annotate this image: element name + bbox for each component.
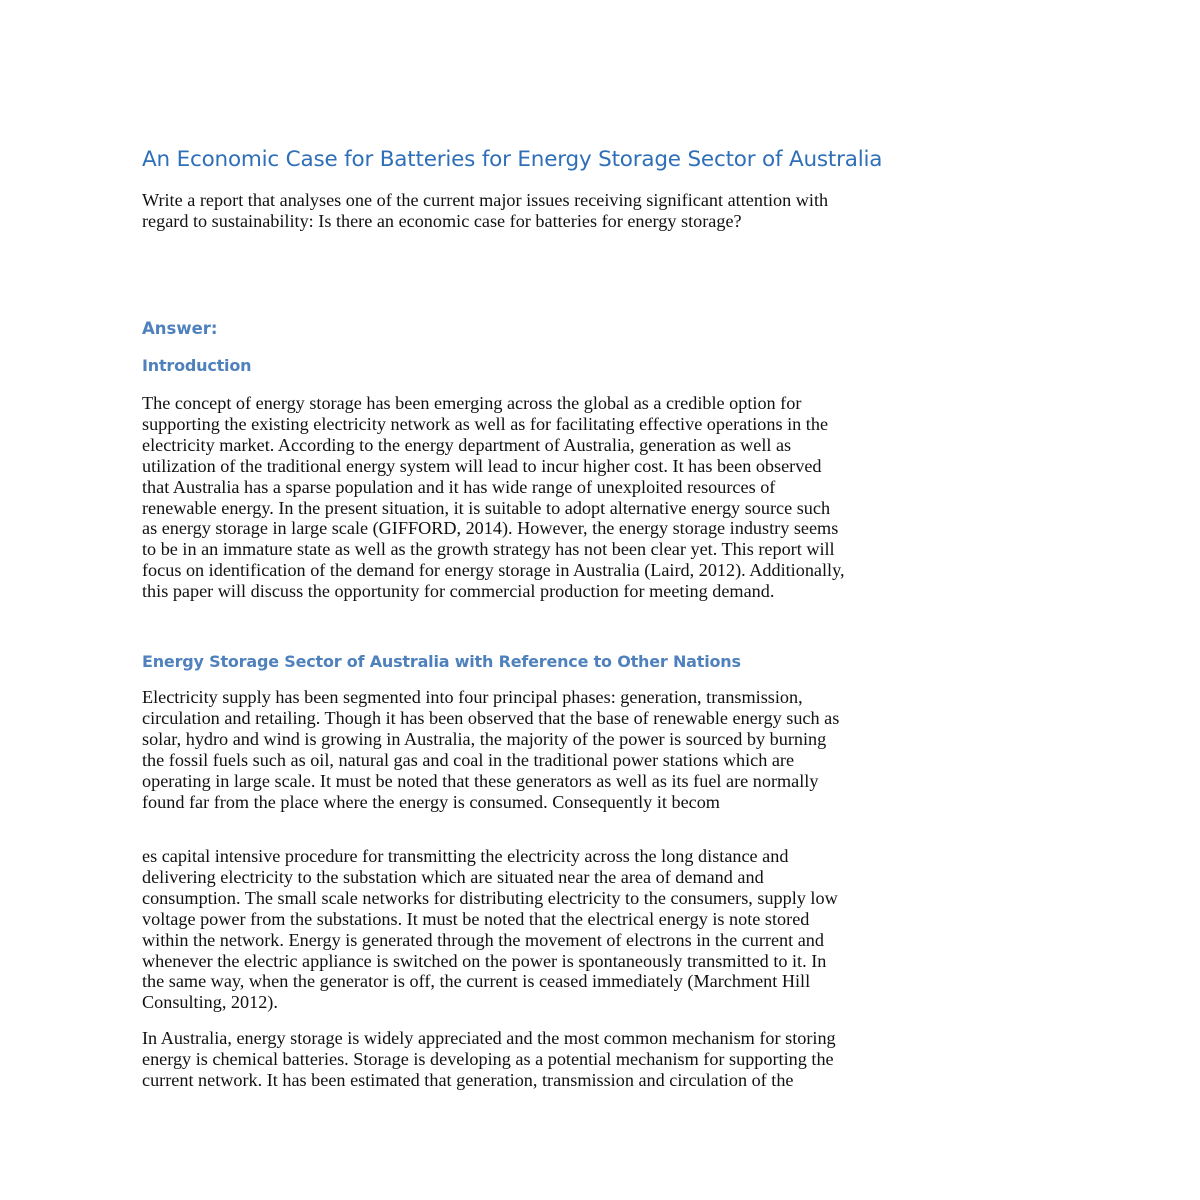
- paragraph-line: to be in an immature state as well as the growth strategy has not been clear yet. This report will: [142, 539, 835, 560]
- paragraph-line: regard to sustainability: Is there an economic case for batteries for energy storage?: [142, 210, 742, 231]
- paragraph-line: The concept of energy storage has been emerging across the global as a credible option for: [142, 393, 802, 413]
- paragraph-line: In Australia, energy storage is widely appreciated and the most common mechanism for storing: [142, 1028, 836, 1048]
- paragraph-line: Write a report that analyses one of the current major issues receiving significant attention with: [142, 190, 829, 210]
- sector-paragraph: [142, 687, 1062, 812]
- paragraph-line: within the network. Energy is generated through the movement of electrons in the current and: [142, 929, 824, 950]
- paragraph-line: supporting the existing electricity network as well as for facilitating effective operations in the: [142, 413, 829, 434]
- document-page: [142, 0, 1062, 1200]
- paragraph-line: electricity market. According to the energy department of Australia, generation as well as: [142, 434, 792, 455]
- answer-heading: Answer:: [142, 319, 218, 338]
- paragraph-line: Consulting, 2012).: [142, 992, 278, 1013]
- sector-heading: Energy Storage Sector of Australia with Reference to Other Nations: [142, 652, 741, 671]
- paragraph-line: delivering electricity to the substation which are situated near the area of demand and: [142, 866, 764, 887]
- paragraph-line: the fossil fuels such as oil, natural gas and coal in the traditional power stations which are: [142, 749, 795, 770]
- paragraph-line: operating in large scale. It must be noted that these generators as well as its fuel are normally: [142, 770, 819, 791]
- paragraph-line: circulation and retailing. Though it has been observed that the base of renewable energy such as: [142, 707, 840, 728]
- paragraph-line: es capital intensive procedure for transmitting the electricity across the long distance and: [142, 846, 789, 866]
- paragraph-line: focus on identification of the demand for energy storage in Australia (Laird, 2012). Additionally,: [142, 560, 845, 581]
- paragraph-line: as energy storage in large scale (GIFFORD, 2014). However, the energy storage industry seems: [142, 518, 839, 539]
- paragraph-line: this paper will discuss the opportunity for commercial production for meeting demand.: [142, 581, 775, 602]
- storage-paragraph: [142, 1028, 1062, 1091]
- paragraph-line: utilization of the traditional energy system will lead to incur higher cost. It has been observed: [142, 455, 822, 476]
- prompt-paragraph: [142, 190, 1062, 232]
- introduction-paragraph: [142, 393, 1062, 602]
- paragraph-line: current network. It has been estimated that generation, transmission and circulation of the: [142, 1069, 794, 1090]
- paragraph-line: that Australia has a sparse population and it has wide range of unexploited resources of: [142, 476, 776, 497]
- paragraph-line: solar, hydro and wind is growing in Australia, the majority of the power is sourced by burning: [142, 728, 827, 749]
- document-title: An Economic Case for Batteries for Energy Storage Sector of Australia: [142, 147, 883, 172]
- paragraph-line: whenever the electric appliance is switched on the power is spontaneously transmitted to it. In: [142, 950, 827, 971]
- continuation-paragraph: [142, 846, 1062, 1013]
- introduction-heading: Introduction: [142, 356, 252, 375]
- paragraph-line: consumption. The small scale networks for distributing electricity to the consumers, supply low: [142, 887, 838, 908]
- paragraph-line: Electricity supply has been segmented into four principal phases: generation, transmission,: [142, 687, 803, 707]
- paragraph-line: found far from the place where the energy is consumed. Consequently it becom: [142, 791, 720, 812]
- paragraph-line: voltage power from the substations. It must be noted that the electrical energy is note stored: [142, 908, 810, 929]
- paragraph-line: energy is chemical batteries. Storage is developing as a potential mechanism for supporting the: [142, 1048, 834, 1069]
- paragraph-line: renewable energy. In the present situation, it is suitable to adopt alternative energy source such: [142, 497, 831, 518]
- paragraph-line: the same way, when the generator is off, the current is ceased immediately (Marchment Hill: [142, 971, 811, 992]
